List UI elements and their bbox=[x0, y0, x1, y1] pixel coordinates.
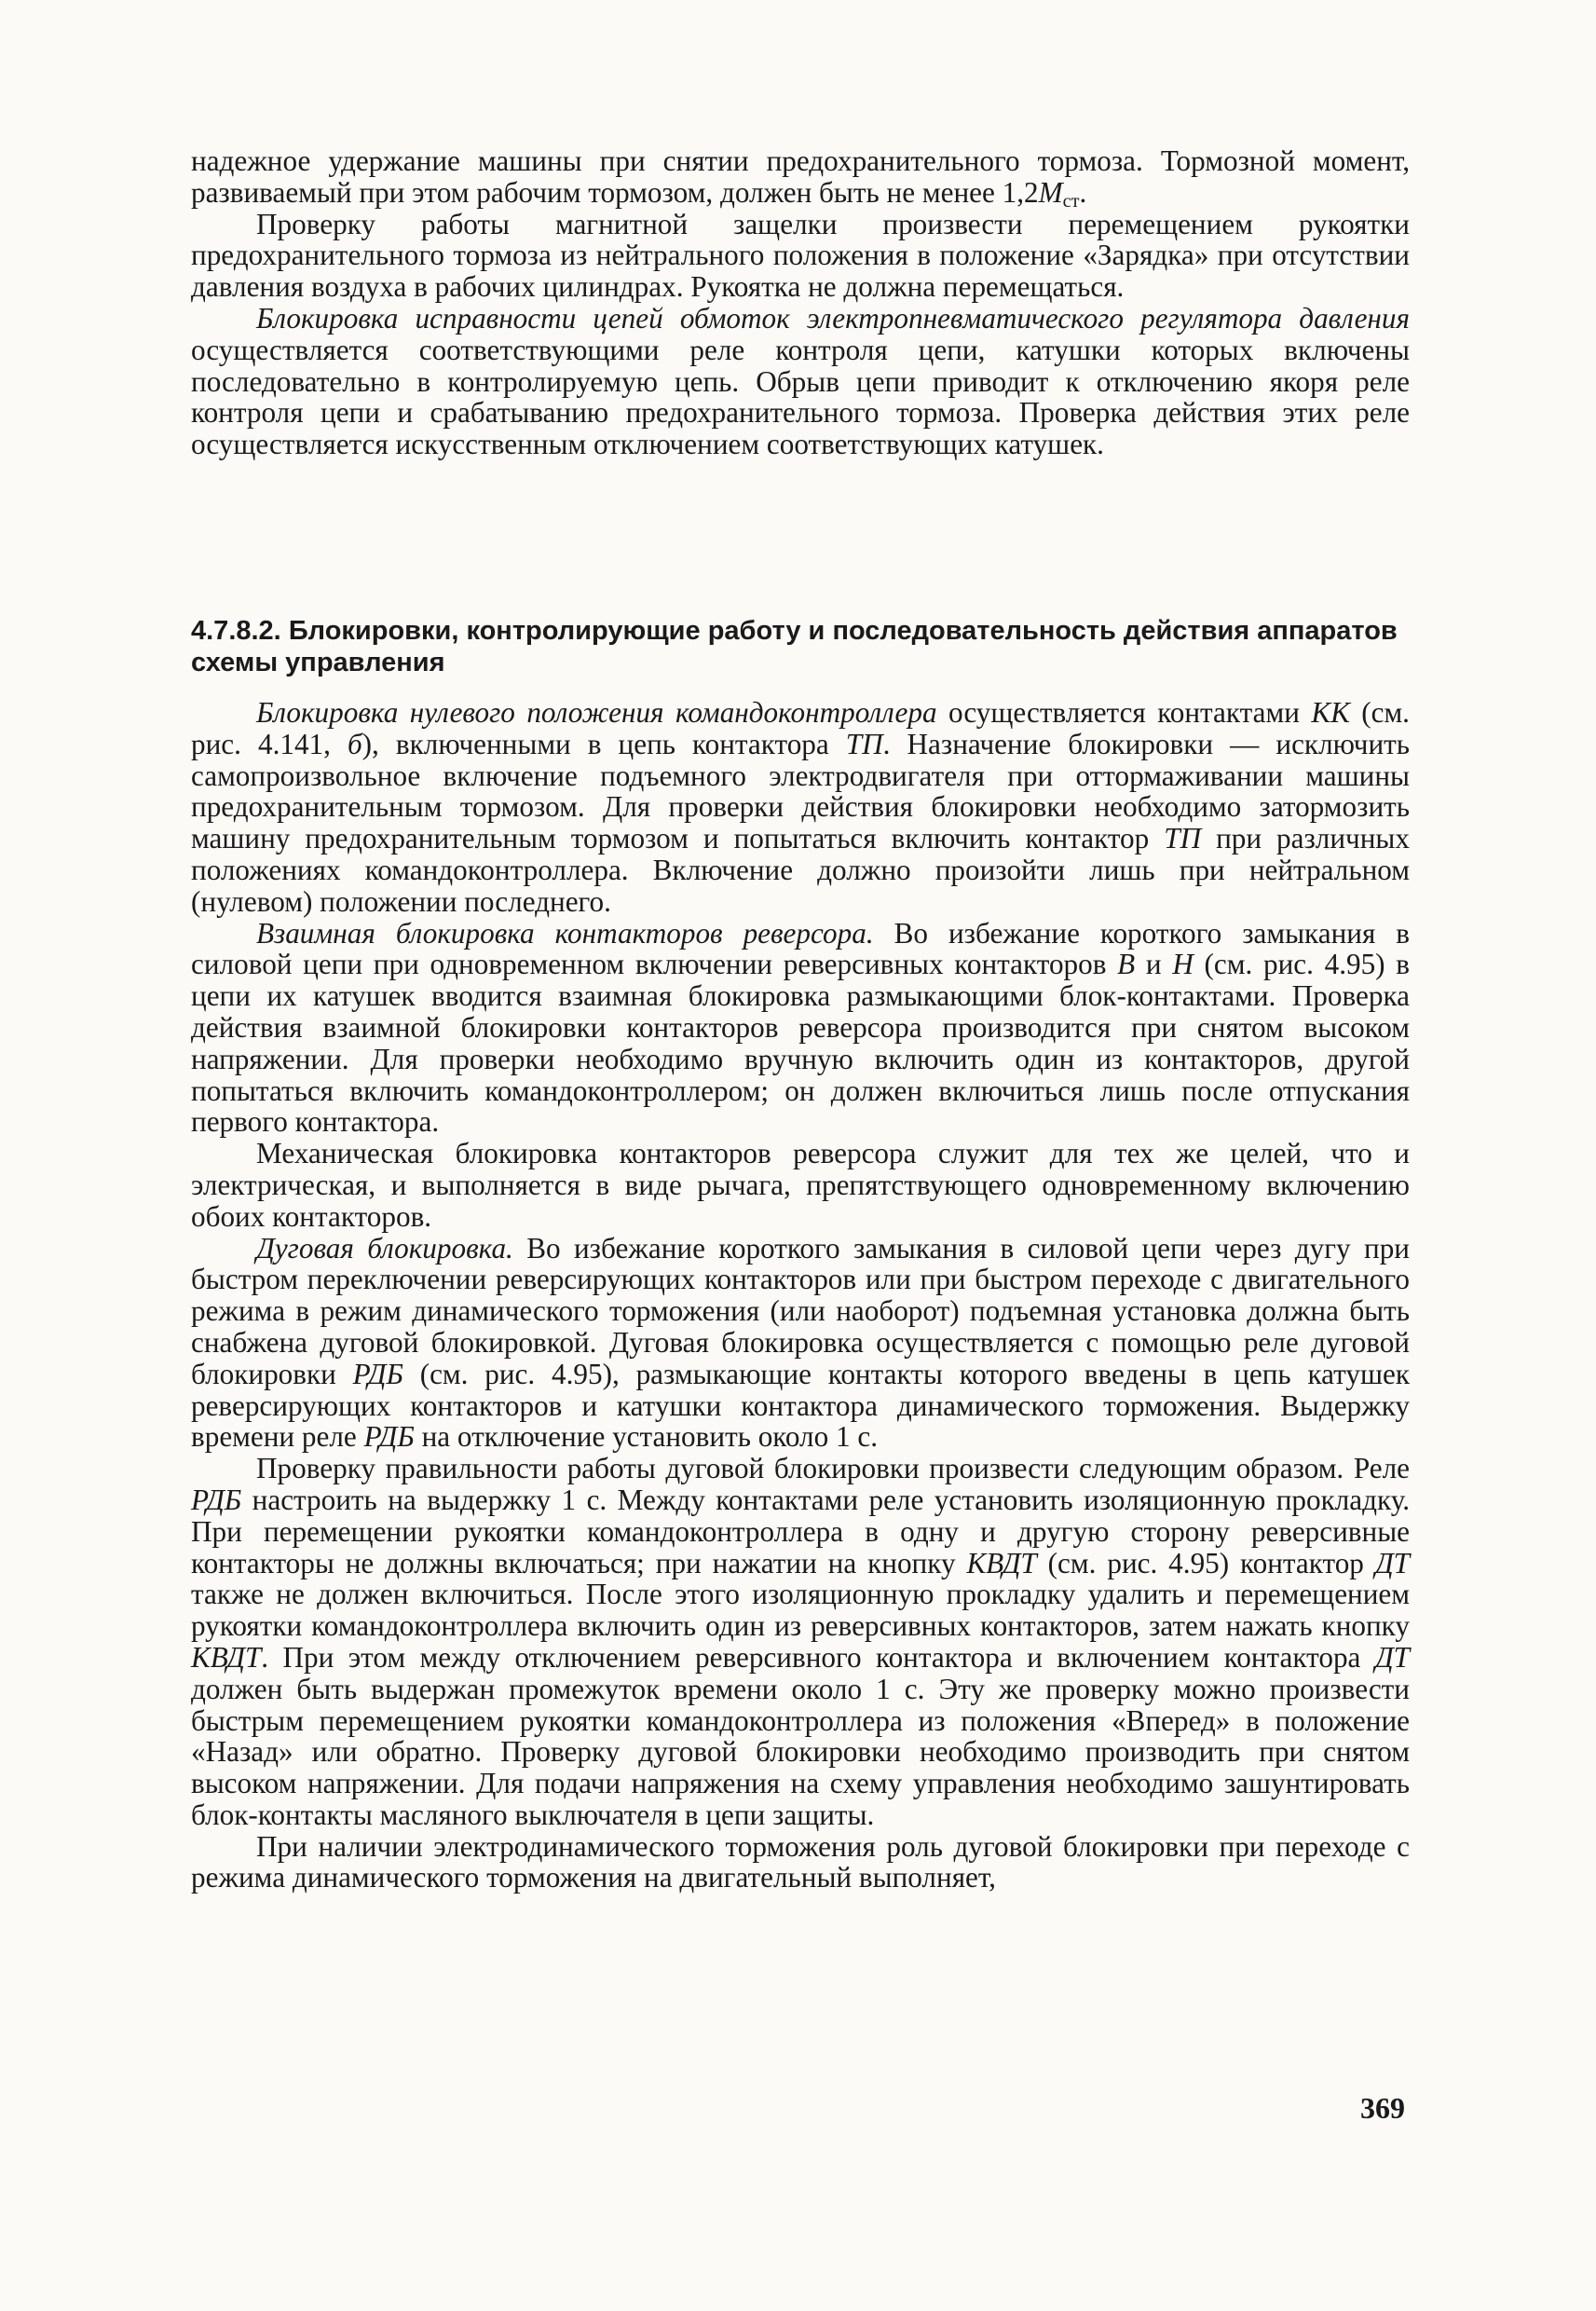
paragraph: Механическая блокировка контакторов реверсора служит для тех же целей, что и электрическая, и выполняется в виде рычага, препятствующего одновременному включению обоих контакторов. bbox=[191, 1137, 1410, 1233]
section-number: 4.7.8.2. bbox=[191, 616, 281, 646]
text-block-top bbox=[191, 145, 1410, 460]
paragraph: Дуговая блокировка. Во избежание короткого замыкания в силовой цепи через дугу при быстром переключении реверсирующих контакторов или при быстром переходе с двигательного режима в режим динамического торможения (или наоборот) подъемная установка должна быть снабжена дуговой блокировкой. Дуговая блокировка осуществляется с помощью реле дуговой блокировки РДБ (см. рис. 4.95), размыкающие контакты которого введены в цепь катушек реверсирующих контакторов и катушки контактора динамического торможения. Выдержку времени реле РДБ на отключение установить около 1 с. bbox=[191, 1231, 1410, 1454]
paragraph: Блокировка нулевого положения командоконтроллера осуществляется контактами КК (см. рис. 4.141, б), включенными в цепь контактора ТП. Назначение блокировки — исключить самопроизвольное включение подъемного электродвигателя при оттормаживании машины предохранительным тормозом. Для проверки действия блокировки необходимо затормозить машину предохранительным тормозом и попытаться включить контактор ТП при различных положениях командоконтроллера. Включение должно произойти лишь при нейтральном (нулевом) положении последнего. bbox=[191, 696, 1410, 918]
paragraph: Блокировка исправности цепей обмоток электропневматического регулятора давления осуществляется соответствующими реле контроля цепи, катушки которых включены последовательно в контролируемую цепь. Обрыв цепи приводит к отключению якоря реле контроля цепи и срабатыванию предохранительного тормоза. Проверка действия этих реле осуществляется искусственным отключением соответствующих катушек. bbox=[191, 301, 1410, 461]
section-heading bbox=[191, 615, 1410, 678]
paragraph: При наличии электродинамического торможения роль дуговой блокировки при переходе с режима динамического торможения на двигательный выполняет, bbox=[191, 1829, 1410, 1894]
paragraph: надежное удержание машины при снятии предохранительного тормоза. Тормозной момент, развиваемый при этом рабочим тормозом, должен быть не менее $1,2M_{ст}$. bbox=[191, 144, 1410, 212]
section-title: Блокировки, контролирующие работу и последовательность действия аппаратов схемы управления bbox=[191, 616, 1398, 677]
page-number: 369 bbox=[1360, 2091, 1405, 2125]
text-block-main bbox=[191, 697, 1410, 1894]
paragraph: Взаимная блокировка контакторов реверсора. Во избежание короткого замыкания в силовой цепи при одновременном включении реверсивных контакторов В и Н (см. рис. 4.95) в цепи их катушек вводится взаимная блокировка размыкающими блок-контактами. Проверка действия взаимной блокировки контакторов реверсора производится при снятом высоком напряжении. Для проверки необходимо вручную включить один из контакторов, другой попытаться включить командоконтроллером; он должен включиться лишь после отпускания первого контактора. bbox=[191, 916, 1410, 1139]
paragraph: Проверку работы магнитной защелки произвести перемещением рукоятки предохранительного тормоза из нейтрального положения в положение «Зарядка» при отсутствии давления воздуха в рабочих цилиндрах. Рукоятка не должна перемещаться. bbox=[191, 207, 1410, 304]
paragraph: Проверку правильности работы дуговой блокировки произвести следующим образом. Реле РДБ настроить на выдержку 1 с. Между контактами реле установить изоляционную прокладку. При перемещении рукоятки командоконтроллера в одну и другую сторону реверсивные контакторы не должны включаться; при нажатии на кнопку КВДТ (см. рис. 4.95) контактор ДТ также не должен включиться. После этого изоляционную прокладку удалить и перемещением рукоятки командоконтроллера включить один из реверсивных контакторов, затем нажать кнопку КВДТ. При этом между отключением реверсивного контактора и включением контактора ДТ должен быть выдержан промежуток времени около 1 с. Эту же проверку можно произвести быстрым перемещением рукоятки командоконтроллера из положения «Вперед» в положение «Назад» или обратно. Проверку дуговой блокировки необходимо производить при снятом высоком напряжении. Для подачи напряжения на схему управления необходимо зашунтировать блок-контакты масляного выключателя в цепи защиты. bbox=[191, 1452, 1411, 1831]
